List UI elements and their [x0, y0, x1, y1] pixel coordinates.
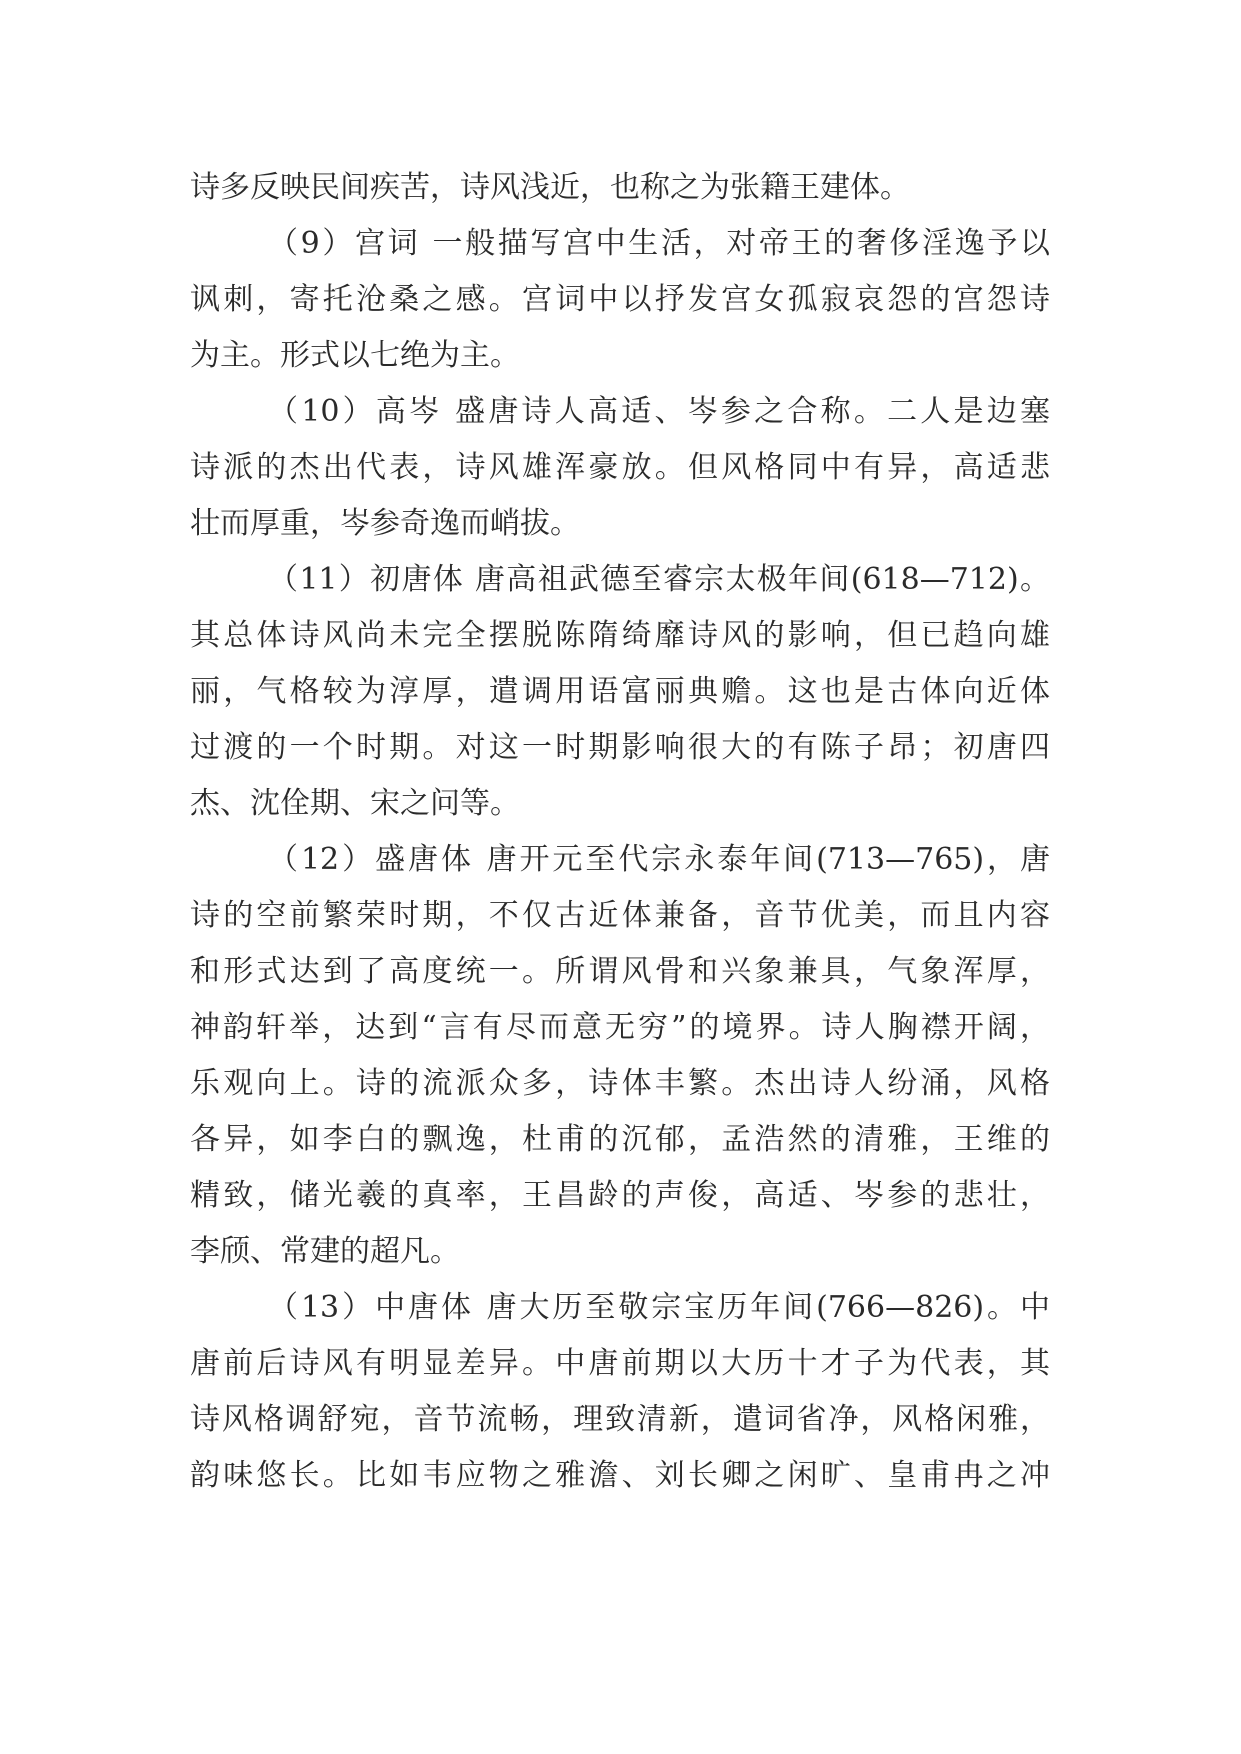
- paragraph-first-line: （11）初唐体 唐高祖武德至睿宗太极年间(618—712)。: [268, 562, 1050, 597]
- text-line: 李颀、常建的超凡。: [190, 1234, 460, 1269]
- text-line: 诗派的杰出代表，诗风雄浑豪放。但风格同中有异，高适悲: [190, 450, 1050, 485]
- text-line: 讽刺，寄托沧桑之感。宫词中以抒发宫女孤寂哀怨的宫怨诗: [190, 282, 1050, 317]
- paragraph-first-line: （9）宫词 一般描写宫中生活，对帝王的奢侈淫逸予以: [268, 226, 1050, 261]
- text-line: 唐前后诗风有明显差异。中唐前期以大历十才子为代表，其: [190, 1346, 1050, 1381]
- text-line: 和形式达到了高度统一。所谓风骨和兴象兼具，气象浑厚，: [190, 954, 1050, 989]
- paragraph-first-line: （12）盛唐体 唐开元至代宗永泰年间(713—765)，唐: [268, 842, 1050, 877]
- text-line: 精致，储光羲的真率，王昌龄的声俊，高适、岑参的悲壮，: [190, 1178, 1050, 1213]
- text-line: 各异，如李白的飘逸，杜甫的沉郁，孟浩然的清雅，王维的: [190, 1122, 1050, 1157]
- text-line: 过渡的一个时期。对这一时期影响很大的有陈子昂；初唐四: [190, 730, 1050, 765]
- paragraph-first-line: （10）高岑 盛唐诗人高适、岑参之合称。二人是边塞: [268, 394, 1050, 429]
- document-body: [190, 160, 1050, 1504]
- text-line: 其总体诗风尚未完全摆脱陈隋绮靡诗风的影响，但已趋向雄: [190, 618, 1050, 653]
- text-line: 诗风格调舒宛，音节流畅，理致清新，遣词省净，风格闲雅，: [190, 1402, 1050, 1437]
- text-line: 乐观向上。诗的流派众多，诗体丰繁。杰出诗人纷涌，风格: [190, 1066, 1050, 1101]
- text-line: 为主。形式以七绝为主。: [190, 338, 520, 373]
- paragraph-first-line: （13）中唐体 唐大历至敬宗宝历年间(766—826)。中: [268, 1290, 1050, 1325]
- text-line: 诗多反映民间疾苦，诗风浅近，也称之为张籍王建体。: [190, 170, 910, 205]
- text-line: 杰、沈佺期、宋之问等。: [190, 786, 520, 821]
- text-line: 神韵轩举，达到“言有尽而意无穷”的境界。诗人胸襟开阔，: [190, 1010, 1050, 1045]
- text-line: 壮而厚重，岑参奇逸而峭拔。: [190, 506, 580, 541]
- text-line: 韵味悠长。比如韦应物之雅澹、刘长卿之闲旷、皇甫冉之冲: [190, 1458, 1050, 1493]
- text-line: 丽，气格较为淳厚，遣调用语富丽典赡。这也是古体向近体: [190, 674, 1050, 709]
- text-line: 诗的空前繁荣时期，不仅古近体兼备，音节优美，而且内容: [190, 898, 1050, 933]
